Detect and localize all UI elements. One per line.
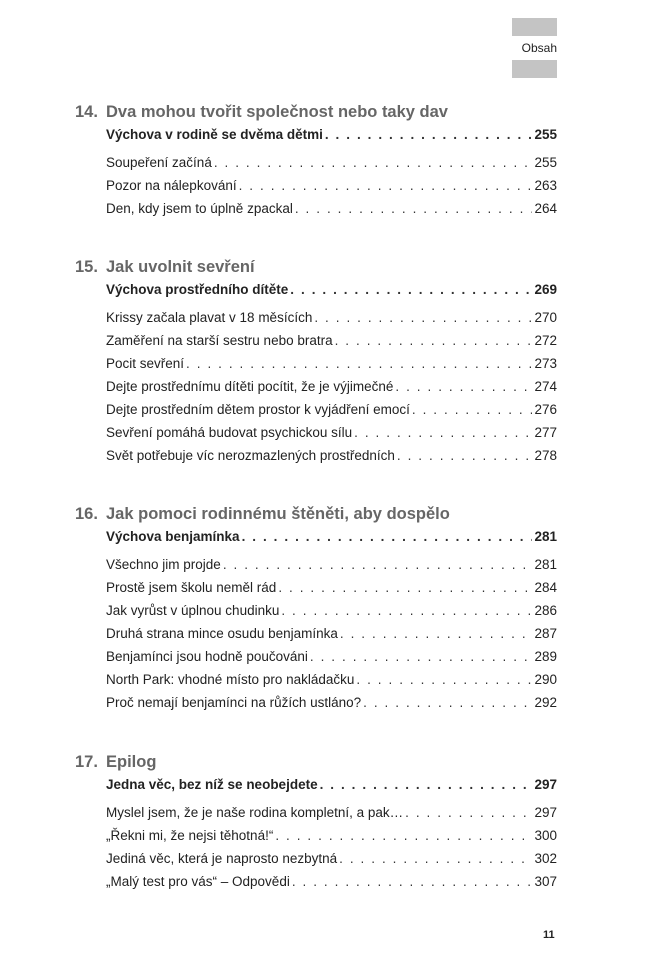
chapter-subtitle-row bbox=[106, 773, 557, 796]
entry-text: Dejte prostřednímu dítěti pocítit, že je výjimečné bbox=[106, 379, 394, 394]
chapter bbox=[75, 751, 557, 893]
page-ref: 278 bbox=[534, 448, 557, 463]
dot-leader bbox=[340, 622, 533, 645]
chapter-number: 15. bbox=[75, 258, 98, 276]
chapter-title: Jak pomoci rodinnému štěněti, aby dospělo bbox=[106, 505, 450, 523]
chapter-title: Epilog bbox=[106, 753, 157, 771]
tab-bar-bottom bbox=[512, 60, 557, 78]
dot-leader bbox=[412, 398, 533, 421]
page-ref: 289 bbox=[534, 649, 557, 664]
entry-text: Prostě jsem školu neměl rád bbox=[106, 580, 277, 595]
chapter-subtitle-row bbox=[106, 123, 557, 146]
entry-text: Den, kdy jsem to úplně zpackal bbox=[106, 201, 293, 216]
chapter-title: Dva mohou tvořit společnost nebo taky dav bbox=[106, 103, 448, 121]
dot-leader bbox=[397, 444, 533, 467]
dot-leader bbox=[239, 174, 533, 197]
chapter-heading bbox=[75, 256, 557, 278]
toc-entry bbox=[106, 174, 557, 197]
entry-text: Myslel jsem, že je naše rodina kompletní, a pak… bbox=[106, 805, 404, 820]
section-tab bbox=[512, 18, 557, 78]
toc-entry bbox=[106, 553, 557, 576]
dot-leader bbox=[314, 306, 532, 329]
toc-entry bbox=[106, 151, 557, 174]
toc-entry bbox=[106, 197, 557, 220]
entry-text: North Park: vhodné místo pro nakládačku bbox=[106, 672, 355, 687]
page-ref: 270 bbox=[534, 310, 557, 325]
page-ref: 264 bbox=[534, 201, 557, 216]
toc-entry bbox=[106, 622, 557, 645]
page-ref: 290 bbox=[534, 672, 557, 687]
dot-leader bbox=[242, 525, 533, 548]
dot-leader bbox=[339, 847, 532, 870]
toc-entry bbox=[106, 824, 557, 847]
subtitle-text: Jedna věc, bez níž se neobejdete bbox=[106, 777, 318, 792]
dot-leader bbox=[354, 421, 532, 444]
dot-leader bbox=[281, 599, 532, 622]
section-label: Obsah bbox=[521, 41, 557, 55]
page-ref: 292 bbox=[534, 695, 557, 710]
entry-text: Dejte prostředním dětem prostor k vyjádření emocí bbox=[106, 402, 410, 417]
page-ref: 297 bbox=[534, 777, 557, 792]
toc-entry bbox=[106, 375, 557, 398]
toc-entry bbox=[106, 398, 557, 421]
chapter bbox=[75, 503, 557, 714]
dot-leader bbox=[295, 197, 533, 220]
dot-leader bbox=[290, 278, 532, 301]
page-ref: 277 bbox=[534, 425, 557, 440]
entry-text: Benjamínci jsou hodně poučováni bbox=[106, 649, 308, 664]
dot-leader bbox=[356, 668, 532, 691]
toc-entry bbox=[106, 444, 557, 467]
toc-entry bbox=[106, 599, 557, 622]
entry-text: Pozor na nálepkování bbox=[106, 178, 237, 193]
toc-entry bbox=[106, 329, 557, 352]
page-ref: 307 bbox=[534, 874, 557, 889]
chapter-number: 14. bbox=[75, 103, 98, 121]
dot-leader bbox=[223, 553, 533, 576]
page-ref: 276 bbox=[534, 402, 557, 417]
toc-entry bbox=[106, 576, 557, 599]
entry-text: Sevření pomáhá budovat psychickou sílu bbox=[106, 425, 353, 440]
toc-entry bbox=[106, 801, 557, 824]
chapter-title: Jak uvolnit sevření bbox=[106, 258, 255, 276]
page-ref: 302 bbox=[534, 851, 557, 866]
chapter-heading bbox=[75, 503, 557, 525]
subtitle-text: Výchova v rodině se dvěma dětmi bbox=[106, 127, 323, 142]
entry-text: Pocit sevření bbox=[106, 356, 185, 371]
entry-text: Svět potřebuje víc nerozmazlených prostředních bbox=[106, 448, 395, 463]
dot-leader bbox=[405, 801, 532, 824]
tab-bar-top bbox=[512, 18, 557, 36]
toc-entry bbox=[106, 847, 557, 870]
toc-entry bbox=[106, 691, 557, 714]
toc-entry bbox=[106, 668, 557, 691]
page-ref: 287 bbox=[534, 626, 557, 641]
entry-text: Všechno jim projde bbox=[106, 557, 221, 572]
dot-leader bbox=[214, 151, 533, 174]
entry-text: Druhá strana mince osudu benjamínka bbox=[106, 626, 338, 641]
entry-text: Jediná věc, která je naprosto nezbytná bbox=[106, 851, 338, 866]
page-ref: 255 bbox=[534, 127, 557, 142]
entry-text: „Malý test pro vás“ – Odpovědi bbox=[106, 874, 290, 889]
page-ref: 286 bbox=[534, 603, 557, 618]
chapter bbox=[75, 256, 557, 467]
dot-leader bbox=[292, 870, 533, 893]
page-ref: 281 bbox=[534, 529, 557, 544]
dot-leader bbox=[278, 576, 532, 599]
entry-text: „Řekni mi, že nejsi těhotná!“ bbox=[106, 828, 274, 843]
toc-entry bbox=[106, 870, 557, 893]
chapter bbox=[75, 101, 557, 220]
page-ref: 281 bbox=[534, 557, 557, 572]
chapter-subtitle-row bbox=[106, 525, 557, 548]
dot-leader bbox=[186, 352, 532, 375]
page-ref: 269 bbox=[534, 282, 557, 297]
dot-leader bbox=[363, 691, 532, 714]
chapter-heading bbox=[75, 101, 557, 123]
entry-text: Zaměření na starší sestru nebo bratra bbox=[106, 333, 333, 348]
page-number: 11 bbox=[543, 929, 555, 941]
dot-leader bbox=[325, 123, 533, 146]
entry-text: Jak vyrůst v úplnou chudinku bbox=[106, 603, 280, 618]
dot-leader bbox=[310, 645, 533, 668]
dot-leader bbox=[335, 329, 533, 352]
page-ref: 272 bbox=[534, 333, 557, 348]
toc-entry bbox=[106, 645, 557, 668]
toc-entry bbox=[106, 352, 557, 375]
subtitle-text: Výchova benjamínka bbox=[106, 529, 240, 544]
subtitle-text: Výchova prostředního dítěte bbox=[106, 282, 289, 297]
dot-leader bbox=[395, 375, 532, 398]
page-ref: 255 bbox=[534, 155, 557, 170]
dot-leader bbox=[320, 773, 533, 796]
page-ref: 273 bbox=[534, 356, 557, 371]
page-ref: 297 bbox=[534, 805, 557, 820]
page-ref: 263 bbox=[534, 178, 557, 193]
chapter-subtitle-row bbox=[106, 278, 557, 301]
dot-leader bbox=[275, 824, 532, 847]
entry-text: Krissy začala plavat v 18 měsících bbox=[106, 310, 313, 325]
page-ref: 284 bbox=[534, 580, 557, 595]
chapter-heading bbox=[75, 751, 557, 773]
toc-entry bbox=[106, 306, 557, 329]
page-ref: 274 bbox=[534, 379, 557, 394]
page-ref: 300 bbox=[534, 828, 557, 843]
chapter-number: 16. bbox=[75, 505, 98, 523]
toc-entry bbox=[106, 421, 557, 444]
entry-text: Soupeření začíná bbox=[106, 155, 212, 170]
chapter-number: 17. bbox=[75, 753, 98, 771]
entry-text: Proč nemají benjamínci na růžích ustláno? bbox=[106, 695, 362, 710]
